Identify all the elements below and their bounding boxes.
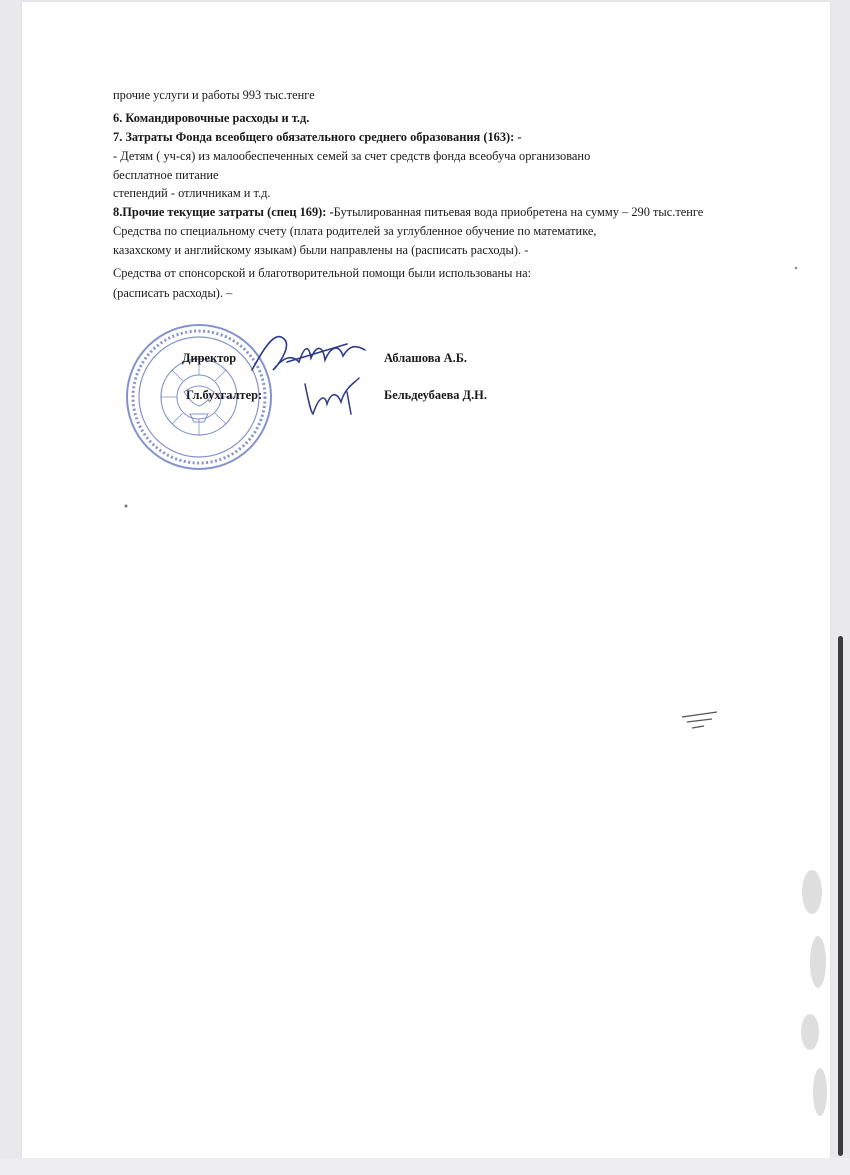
scan-dot-icon	[792, 264, 800, 272]
text-line-4: - Детям ( уч-ся) из малообеспеченных семей за счет средств фонда всеобуча организовано	[113, 149, 591, 163]
text-line-8: Средства по специальному счету (плата родителей за углубленное обучение по математике,	[113, 224, 597, 238]
viewer-bottom-bar	[0, 1158, 850, 1175]
scan-dot-icon	[122, 502, 130, 510]
scan-mark-icon	[672, 702, 732, 737]
text-line-6: степендий - отличникам и т.д.	[113, 186, 271, 200]
text-line-9: казахскому и английскому языкам) были направлены на (расписать расходы). -	[113, 243, 529, 257]
text-line-7	[113, 205, 703, 219]
text-line-3: 7. Затраты Фонда всеобщего обязательного среднего образования (163): -	[113, 130, 522, 144]
accountant-label: Гл.бухгалтер:	[186, 388, 263, 402]
text-line-7-heading: 8.Прочие текущие затраты (спец 169): -	[113, 205, 334, 219]
accountant-signature-icon	[297, 374, 367, 419]
text-line-1: прочие услуги и работы 993 тыс.тенге	[113, 88, 315, 102]
document-page	[22, 2, 830, 1158]
text-line-10: Средства от спонсорской и благотворительной помощи были использованы на:	[113, 266, 532, 280]
text-line-2: 6. Командировочные расходы и т.д.	[113, 111, 310, 125]
director-label: Директор	[182, 351, 237, 365]
scan-smudge-icon	[782, 852, 830, 1152]
text-line-7-body: Бутылированная питьевая вода приобретена на сумму – 290 тыс.тенге	[333, 205, 704, 219]
text-line-5: бесплатное питание	[113, 168, 219, 182]
director-name: Аблашова А.Б.	[384, 351, 468, 365]
text-line-11: (расписать расходы). –	[113, 286, 233, 300]
accountant-name: Бельдеубаева Д.Н.	[384, 388, 487, 402]
scrollbar-thumb[interactable]	[838, 636, 843, 1156]
